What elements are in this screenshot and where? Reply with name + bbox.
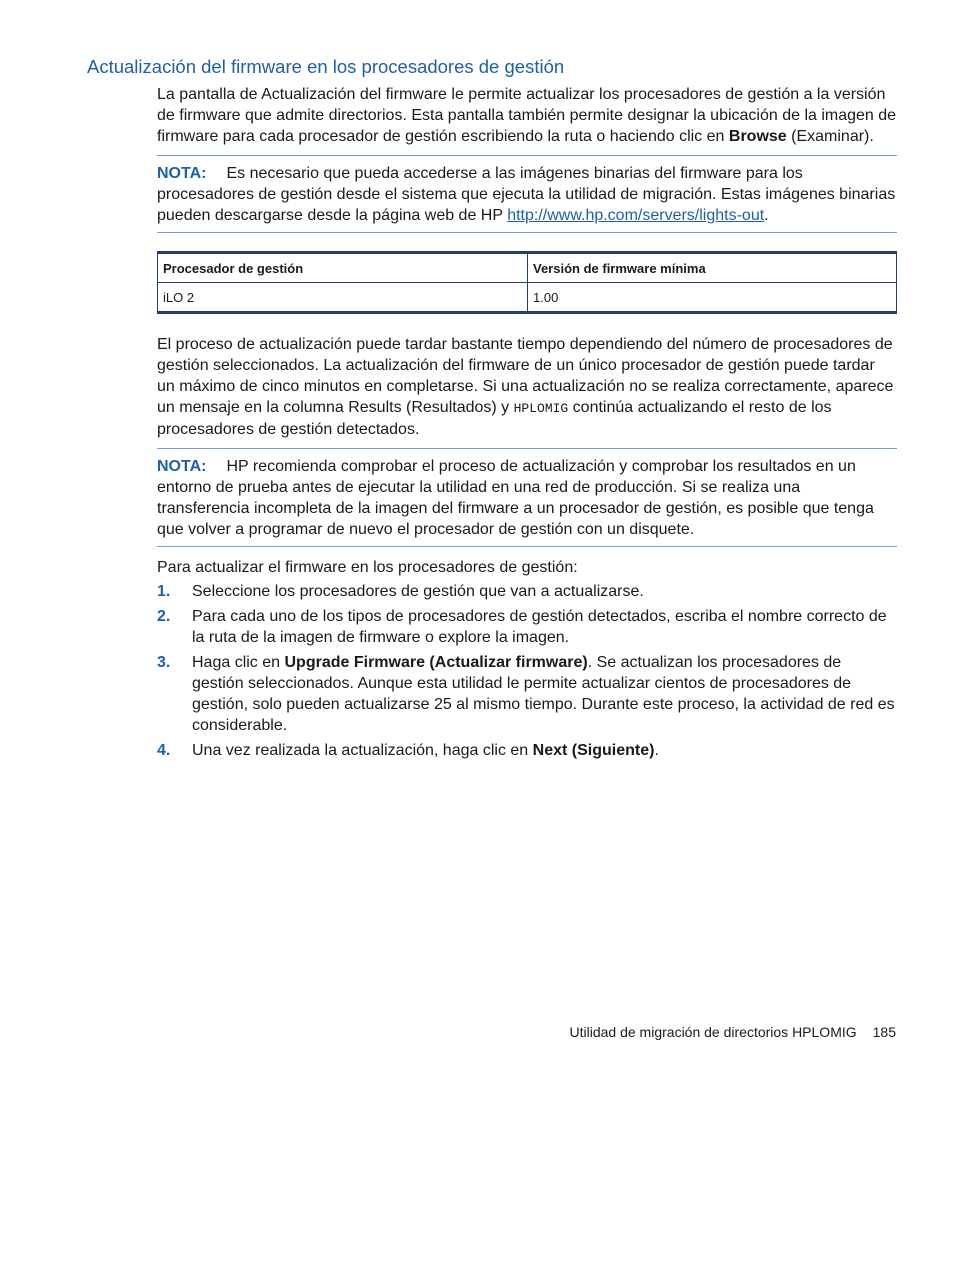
table-header-row <box>158 253 897 283</box>
page-number: 185 <box>872 1024 896 1040</box>
table-row <box>158 283 897 313</box>
step-text: Para cada uno de los tipos de procesadores de gestión detectados, escriba el nombre correcto de la ruta de la imagen de firmware o explore la imagen. <box>192 608 887 646</box>
step-text: Haga clic en <box>192 654 285 671</box>
note-box-2 <box>157 448 897 547</box>
step-bold: Upgrade Firmware (Actualizar firmware) <box>284 654 588 671</box>
step-text-end: . <box>654 742 659 759</box>
step-number: 4. <box>157 742 171 759</box>
step-text-end: . Se actualizan los procesadores de gestión seleccionados. Aunque esta utilidad le permite actualizar cientos de procesadores de gestión, solo pueden actualizarse 25 al mismo tiempo. Durante este proceso, la actividad de red es considerable. <box>192 654 895 734</box>
section-title: Actualización del firmware en los procesadores de gestión <box>87 56 565 77</box>
steps-list <box>157 581 897 761</box>
update-text: El proceso de actualización puede tardar bastante tiempo dependiendo del número de procesadores de gestión seleccionados. La actualización del firmware de un único procesador de gestión puede tardar un máximo de cinco minutos en completarse. Si una actualización no se realiza correctamente, aparece un mensaje en la columna Results (Resultados) y <box>157 336 894 416</box>
list-item <box>157 652 897 736</box>
table-header-cell: Procesador de gestión <box>158 253 528 283</box>
firmware-version-table <box>157 251 897 314</box>
intro-paragraph <box>157 84 897 147</box>
list-item <box>157 740 897 761</box>
list-item <box>157 606 897 648</box>
note-label: NOTA: <box>157 458 207 475</box>
steps-intro: Para actualizar el firmware en los procesadores de gestión: <box>157 559 578 576</box>
note-text-end: . <box>764 207 769 224</box>
note-text: HP recomienda comprobar el proceso de actualización y comprobar los resultados en un entorno de prueba antes de ejecutar la utilidad en una red de producción. Si se realiza una transferencia incompleta de la imagen del firmware a un procesador de gestión, es posible que tenga que volver a programar de nuevo el procesador de gestión con un disquete. <box>157 458 874 538</box>
browse-term: Browse <box>728 128 787 145</box>
page-footer <box>570 1022 896 1042</box>
content-body <box>157 84 897 765</box>
table-cell: iLO 2 <box>158 283 528 313</box>
intro-text-end: (Examinar). <box>786 128 874 145</box>
step-number: 2. <box>157 608 171 625</box>
step-text: Una vez realizada la actualización, haga clic en <box>192 742 533 759</box>
intro-text: La pantalla de Actualización del firmware le permite actualizar los procesadores de gestión a la versión de firmware que admite directorios. Esta pantalla también permite designar la ubicación de la imagen de firmware para cada procesador de gestión escribiendo la ruta o haciendo clic en <box>157 86 897 145</box>
step-number: 3. <box>157 654 171 671</box>
hplomig-code: HPLOMIG <box>513 401 569 416</box>
step-bold: Next (Siguiente) <box>532 742 655 759</box>
step-number: 1. <box>157 583 171 600</box>
list-item <box>157 581 897 602</box>
step-text: Seleccione los procesadores de gestión que van a actualizarse. <box>192 583 644 600</box>
update-text-end: continúa actualizando el resto de los procesadores de gestión detectados. <box>157 399 832 438</box>
footer-title: Utilidad de migración de directorios HPLOMIG <box>569 1024 857 1040</box>
hp-lights-out-link[interactable]: http://www.hp.com/servers/lights-out <box>507 207 765 224</box>
update-paragraph <box>157 334 897 440</box>
note-label: NOTA: <box>157 165 207 182</box>
table-cell: 1.00 <box>528 283 897 313</box>
table-header-cell: Versión de firmware mínima <box>528 253 897 283</box>
note-box-1 <box>157 155 897 233</box>
note-text: Es necesario que pueda accederse a las imágenes binarias del firmware para los procesadores de gestión desde el sistema que ejecuta la utilidad de migración. Estas imágenes binarias pueden descargarse desde la página web de HP <box>157 165 896 224</box>
